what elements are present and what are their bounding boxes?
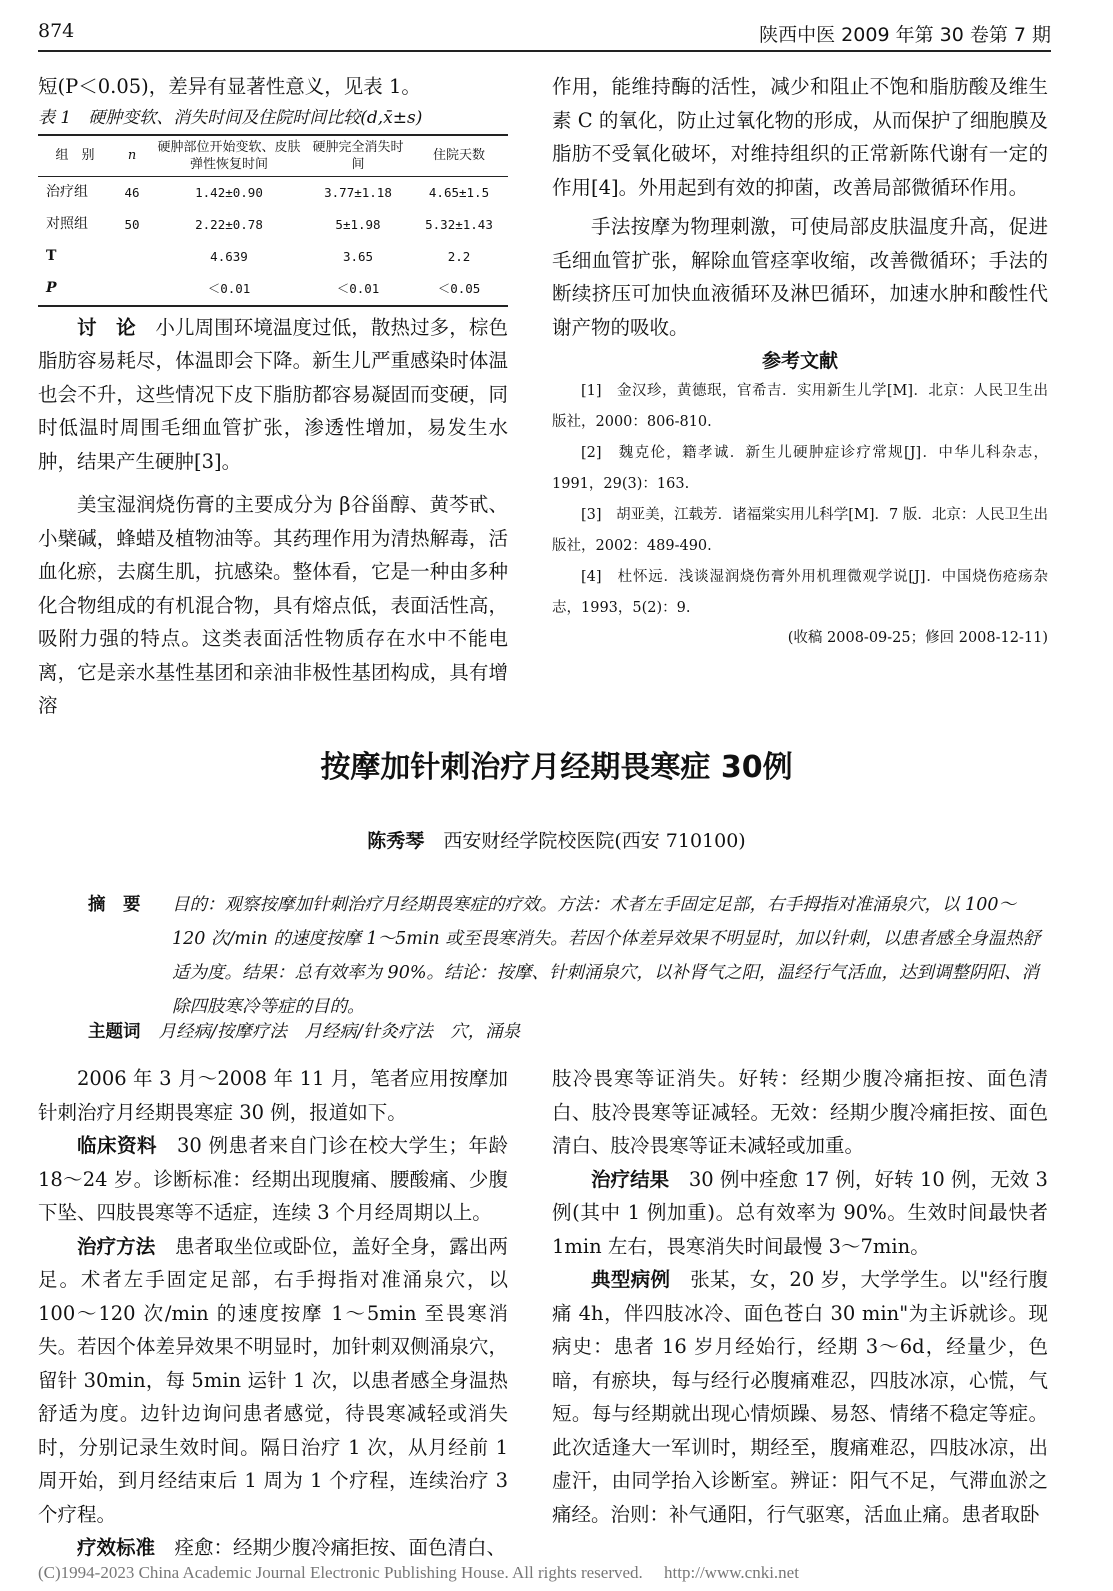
table-cell: ＜0.05	[437, 281, 481, 296]
paragraph	[38, 311, 508, 479]
paragraph-text: 痊愈：经期少腹冷痛拒按、面色清白、	[174, 1536, 507, 1559]
table-cell: T	[46, 248, 57, 264]
paragraph	[38, 1129, 508, 1230]
table-cell: P	[46, 280, 57, 296]
copyright-footer: (C)1994-2023 China Academic Journal Electronic Publishing House. All rights reserved. http://www.cnki.net	[38, 1563, 799, 1582]
table-cell: 2.22±0.78	[195, 217, 263, 232]
paragraph: 手法按摩为物理刺激，可使局部皮肤温度升高，促进毛细血管扩张，解除血管痉挛收缩，改善微循环；手法的断续挤压可加快血液循环及淋巴循环，加速水肿和酸性代谢产物的吸收。	[552, 215, 1048, 339]
col-header: n	[127, 148, 137, 163]
table-cell: 3.65	[342, 249, 374, 264]
table-cell: ＜0.01	[207, 281, 251, 296]
reference-item: [3] 胡亚美，江载芳．诸福棠实用儿科学[M]．7 版．北京：人民卫生出版社，2002：489-490.	[552, 507, 1048, 554]
table-cell	[112, 273, 152, 306]
table-cell: 2.2	[447, 249, 471, 264]
col-header: 硬肿完全消失时间	[312, 139, 404, 172]
section-label: 治疗结果	[591, 1167, 670, 1191]
keywords	[88, 1015, 1046, 1049]
table-cell	[112, 241, 152, 273]
received-date: (收稿 2008-09-25；修回 2008-12-11)	[787, 630, 1048, 646]
author-line	[0, 826, 1113, 853]
paragraph-text: 小儿周围环境温度过低，散热过多，棕色脂肪容易耗尽，体温即会下降。新生儿严重感染时体温也会不升，这些情况下皮下脂肪都容易凝固而变硬，同时低温时周围毛细血管扩张，渗透性增加，易发生水肿，结果产生硬肿[3]。	[38, 315, 508, 473]
table-cell: 46	[124, 185, 140, 200]
section-label: 疗效标准	[77, 1536, 156, 1559]
col-header: 硬肿部位开始变软、皮肤弹性恢复时间	[157, 139, 301, 172]
page-number: 874	[38, 20, 75, 42]
paragraph-text: 30 例中痊愈 17 例，好转 10 例，无效 3 例(其中 1 例加重)。总有效率为 90%。生效时间最快者 1min 左右，畏寒消失时间最慢 3～7min。	[552, 1167, 1048, 1258]
table-cell: 1.42±0.90	[195, 185, 263, 200]
abstract	[88, 888, 1046, 1024]
table-cell: 治疗组	[46, 184, 88, 200]
table-row	[38, 176, 508, 209]
page-header	[38, 20, 1051, 52]
keywords-text: 月经病/按摩疗法 月经病/针灸疗法 穴，涌泉	[158, 1022, 521, 1042]
paragraph: 2006 年 3 月～2008 年 11 月，笔者应用按摩加针刺治疗月经期畏寒症 30 例，报道如下。	[38, 1067, 508, 1124]
table-cell: ＜0.01	[336, 281, 380, 296]
table-row	[38, 273, 508, 306]
reference-list	[552, 376, 1048, 624]
journal-issue: 陕西中医 2009 年第 30 卷第 7 期	[759, 24, 1051, 46]
table-cell: 3.77±1.18	[324, 185, 392, 200]
author-name: 陈秀琴	[367, 830, 425, 852]
paragraph: 美宝湿润烧伤膏的主要成分为 β谷甾醇、黄芩甙、小檗碱，蜂蜡及植物油等。其药理作用为清热解毒，活血化瘀，去腐生肌，抗感染。整体看，它是一种由多种化合物组成的有机混合物，具有熔点低，表面活性高，吸附力强的特点。这类表面活性物质存在水中不能电离，它是亲水基性基团和亲油非极性基团构成，具有增溶	[38, 493, 508, 717]
affiliation: 西安财经学院校医院(西安 710100)	[443, 830, 746, 852]
col-header: 住院天数	[432, 148, 485, 163]
top-left-column	[38, 70, 508, 723]
table-caption: 表 1 硬肿变软、消失时间及住院时间比较(d,x̄±s)	[38, 107, 423, 128]
references-title: 参考文献	[761, 350, 838, 372]
comparison-table	[38, 134, 508, 307]
paragraph-text: 张某，女，20 岁，大学学生。以"经行腹痛 4h，伴四肢冰冷、面色苍白 30 min"为主诉就诊。现病史：患者 16 岁月经始行，经期 3～6d，经量少，色暗，有瘀块，每与经行必腹痛难忍，四肢冰凉，心慌，气短。每与经期就出现心情烦躁、易怒、情绪不稳定等症。此次适逢大一军训时，期经至，腹痛难忍，四肢冰凉，出虚汗，由同学抬入诊断室。辨证：阳气不足，气滞血淤之痛经。治则：补气通阳，行气驱寒，活血止痛。患者取卧	[552, 1268, 1048, 1526]
section-label: 讨 论	[77, 315, 136, 339]
section-label: 典型病例	[591, 1268, 671, 1291]
bottom-left-column	[38, 1062, 508, 1565]
table-cell: 4.639	[210, 249, 248, 264]
table-row	[38, 241, 508, 273]
paragraph: 作用，能维持酶的活性，减少和阻止不饱和脂肪酸及维生素 C 的氧化，防止过氧化物的形成，从而保护了细胞膜及脂肪不受氧化破坏，对维持组织的正常新陈代谢有一定的作用[4]。外用起到有效的抑菌，改善局部微循环作用。	[552, 75, 1048, 199]
article-title: 按摩加针刺治疗月经期畏寒症 30例	[320, 750, 793, 785]
reference-item: [1] 金汉珍，黄德珉，官希吉．实用新生儿学[M]．北京：人民卫生出版社，2000：806-810.	[552, 383, 1048, 430]
abstract-label: 摘 要	[88, 895, 141, 915]
paragraph: 短(P＜0.05)，差异有显著性意义，见表 1。	[38, 75, 421, 98]
table-header-row	[38, 135, 508, 177]
col-header: 组 别	[55, 148, 95, 163]
paragraph	[552, 1163, 1048, 1264]
section-label: 临床资料	[77, 1134, 157, 1157]
paragraph-text: 患者取坐位或卧位，盖好全身，露出两足。术者左手固定足部，右手拇指对准涌泉穴，以 100～120 次/min 的速度按摩 1～5min 至畏寒消失。若因个体差异效果不明显时，加针刺双侧涌泉穴，留针 30min，每 5min 运针 1 次，以患者感全身温热舒适为度。边针边询问患者感觉，待畏寒减轻或消失时，分别记录生效时间。隔日治疗 1 次，从月经前 1 周开始，到月经结束后 1 周为 1 个疗程，连续治疗 3 个疗程。	[38, 1234, 508, 1526]
abstract-text: 目的：观察按摩加针刺治疗月经期畏寒症的疗效。方法：术者左手固定足部，右手拇指对准涌泉穴，以 100～120 次/min 的速度按摩 1～5min 或至畏寒消失。若因个体差异效果不明显时，加以针刺，以患者感全身温热舒适为度。结果：总有效率为 90%。结论：按摩、针刺涌泉穴，以补肾气之阳，温经行气活血，达到调整阴阳、消除四肢寒冷等症的目的。	[172, 895, 1041, 1017]
section-label: 治疗方法	[77, 1234, 156, 1258]
table-cell: 50	[124, 217, 140, 232]
bottom-right-column	[552, 1062, 1048, 1531]
reference-item: [2] 魏克伦，籍孝诚．新生儿硬肿症诊疗常规[J]．中华儿科杂志，1991，29(3)：163.	[552, 445, 1048, 492]
table-cell: 对照组	[46, 216, 88, 232]
paragraph	[552, 1263, 1048, 1531]
table-cell: 4.65±1.5	[428, 185, 490, 200]
paragraph	[38, 1230, 508, 1532]
reference-item: [4] 杜怀远．浅谈湿润烧伤膏外用机理微观学说[J]．中国烧伤疮疡杂志，1993，5(2)：9.	[552, 569, 1048, 616]
top-right-column	[552, 70, 1048, 652]
keywords-label: 主题词	[88, 1022, 141, 1042]
table-row	[38, 209, 508, 241]
table-cell: 5.32±1.43	[425, 217, 493, 232]
paragraph-text: 30 例患者来自门诊在校大学生；年龄 18～24 岁。诊断标准：经期出现腹痛、腰酸痛、少腹下坠、四肢畏寒等不适症，连续 3 个月经周期以上。	[38, 1134, 508, 1224]
table-cell: 5±1.98	[335, 217, 381, 232]
paragraph: 肢冷畏寒等证消失。好转：经期少腹冷痛拒按、面色清白、肢冷畏寒等证减轻。无效：经期少腹冷痛拒按、面色清白、肢冷畏寒等证未减轻或加重。	[552, 1067, 1048, 1157]
